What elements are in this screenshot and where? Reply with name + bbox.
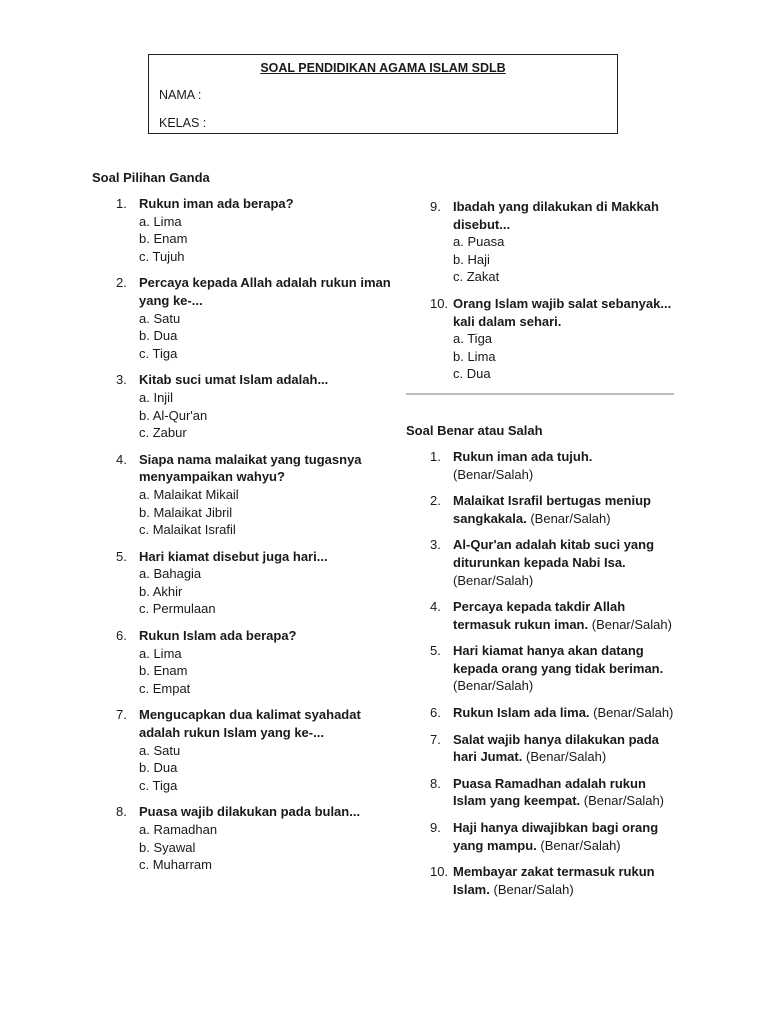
left-column	[92, 170, 392, 883]
header-box	[148, 54, 618, 134]
question-text: Percaya kepada Allah adalah rukun iman yang ke-...	[139, 275, 391, 308]
question-number: 6.	[430, 705, 441, 721]
question-body	[453, 642, 676, 695]
question-body	[453, 492, 676, 527]
answer-option: b. Lima	[453, 348, 496, 364]
answer-option: b. Dua	[139, 328, 178, 344]
question-body	[453, 731, 676, 766]
answer-option: c. Malaikat Israfil	[139, 522, 236, 538]
multiple-choice-section-title: Soal Pilihan Ganda	[92, 170, 210, 185]
question-text: Percaya kepada takdir Allah termasuk rukun iman.	[453, 599, 626, 632]
true-false-question	[406, 819, 676, 854]
question-text: Salat wajib hanya dilakukan pada hari Jumat.	[453, 731, 659, 765]
multiple-choice-question	[92, 803, 392, 873]
true-false-question	[406, 448, 676, 483]
question-number: 5.	[116, 548, 127, 564]
multiple-choice-question	[92, 706, 392, 794]
benar-salah-label: (Benar/Salah)	[453, 466, 534, 482]
multiple-choice-question	[92, 195, 392, 265]
multiple-choice-question	[406, 295, 676, 383]
question-number: 8.	[116, 804, 127, 820]
question-number: 4.	[430, 599, 441, 615]
answer-option: b. Haji	[453, 251, 490, 267]
question-text: Orang Islam wajib salat sebanyak... kali dalam sehari.	[453, 295, 672, 329]
question-body	[453, 775, 676, 810]
answer-option: a. Tiga	[453, 331, 493, 347]
answer-option: c. Tiga	[139, 345, 178, 361]
question-text: Ibadah yang dilakukan di Makkah disebut...	[453, 199, 659, 232]
question-number: 2.	[430, 493, 441, 509]
benar-salah-label: (Benar/Salah)	[525, 749, 607, 765]
name-field-label: NAMA :	[159, 88, 202, 102]
question-number: 5.	[430, 643, 441, 659]
answer-option: a. Injil	[139, 389, 173, 405]
answer-option: b. Dua	[139, 760, 178, 776]
question-text: Kitab suci umat Islam adalah...	[139, 372, 329, 388]
answer-option: c. Zabur	[139, 425, 187, 441]
question-text: Al-Qur'an adalah kitab suci yang diturunkan kepada Nabi Isa.	[453, 537, 655, 570]
question-number: 1.	[430, 448, 441, 464]
question-number: 3.	[116, 372, 127, 388]
answer-option: c. Tujuh	[139, 248, 185, 264]
question-text: Rukun iman ada berapa?	[139, 196, 294, 211]
question-text: Rukun Islam ada berapa?	[139, 628, 297, 644]
question-number: 8.	[430, 775, 441, 791]
answer-option: b. Enam	[139, 663, 188, 679]
benar-salah-label: (Benar/Salah)	[540, 837, 621, 853]
answer-option: a. Satu	[139, 310, 181, 326]
question-number: 9.	[430, 199, 441, 214]
answer-option: c. Muharram	[139, 857, 212, 873]
benar-salah-label: (Benar/Salah)	[493, 881, 574, 897]
question-number: 7.	[430, 731, 441, 747]
question-text: Puasa Ramadhan adalah rukun Islam yang keempat.	[453, 775, 646, 809]
benar-salah-label: (Benar/Salah)	[530, 510, 611, 526]
question-body	[453, 863, 676, 898]
answer-option: a. Puasa	[453, 234, 505, 250]
question-body	[453, 704, 676, 722]
answer-option: c. Dua	[453, 366, 491, 382]
right-column	[406, 198, 676, 907]
section-divider	[406, 393, 674, 395]
answer-option: b. Akhir	[139, 583, 183, 599]
question-text: Hari kiamat hanya akan datang kepada orang yang tidak beriman.	[453, 643, 664, 676]
benar-salah-label: (Benar/Salah)	[591, 616, 672, 632]
answer-option: a. Lima	[139, 213, 182, 229]
multiple-choice-question	[92, 371, 392, 441]
answer-option: a. Satu	[139, 742, 181, 758]
document-title: SOAL PENDIDIKAN AGAMA ISLAM SDLB	[260, 61, 506, 75]
question-number: 7.	[116, 707, 127, 723]
answer-option: b. Enam	[139, 231, 188, 247]
question-number: 3.	[430, 537, 441, 553]
true-false-question	[406, 704, 676, 722]
benar-salah-label: (Benar/Salah)	[453, 572, 534, 588]
question-text: Mengucapkan dua kalimat syahadat adalah rukun Islam yang ke-...	[139, 707, 361, 741]
class-field-label: KELAS :	[159, 116, 207, 130]
question-number: 2.	[116, 275, 127, 291]
question-body	[453, 598, 676, 633]
benar-salah-label: (Benar/Salah)	[583, 793, 665, 809]
question-text: Membayar zakat termasuk rukun Islam.	[453, 864, 655, 897]
true-false-question	[406, 731, 676, 766]
question-text: Rukun iman ada tujuh.	[453, 448, 593, 464]
question-text: Puasa wajib dilakukan pada bulan...	[139, 804, 361, 820]
answer-option: a. Lima	[139, 645, 182, 661]
true-false-question	[406, 642, 676, 695]
question-text: Haji hanya diwajibkan bagi orang yang mampu.	[453, 820, 659, 853]
multiple-choice-question	[92, 627, 392, 697]
question-number: 1.	[116, 196, 127, 211]
answer-option: c. Empat	[139, 680, 191, 696]
answer-option: b. Malaikat Jibril	[139, 504, 233, 520]
question-number: 9.	[430, 820, 441, 836]
question-text: Hari kiamat disebut juga hari...	[139, 548, 328, 564]
question-body	[453, 536, 676, 589]
question-body	[453, 448, 676, 483]
answer-option: c. Tiga	[139, 777, 178, 793]
question-number: 6.	[116, 628, 127, 644]
true-false-section-title: Soal Benar atau Salah	[406, 422, 543, 438]
answer-option: a. Malaikat Mikail	[139, 486, 239, 502]
answer-option: a. Bahagia	[139, 566, 202, 582]
true-false-question	[406, 492, 676, 527]
true-false-question	[406, 863, 676, 898]
question-text: Siapa nama malaikat yang tugasnya menyampaikan wahyu?	[139, 451, 362, 485]
multiple-choice-question	[92, 451, 392, 539]
question-text: Rukun Islam ada lima.	[453, 705, 590, 721]
question-number: 4.	[116, 451, 127, 467]
true-false-question	[406, 775, 676, 810]
true-false-question	[406, 536, 676, 589]
question-text: Malaikat Israfil bertugas meniup sangkakala.	[453, 493, 651, 526]
multiple-choice-question	[92, 274, 392, 362]
answer-option: b. Al-Qur'an	[139, 407, 208, 423]
question-body	[453, 819, 676, 854]
benar-salah-label: (Benar/Salah)	[453, 678, 534, 694]
answer-option: c. Zakat	[453, 269, 500, 285]
multiple-choice-question	[92, 548, 392, 618]
answer-option: c. Permulaan	[139, 601, 216, 617]
question-number: 10.	[430, 864, 449, 880]
answer-option: a. Ramadhan	[139, 822, 218, 837]
true-false-question	[406, 598, 676, 633]
benar-salah-label: (Benar/Salah)	[593, 705, 674, 721]
question-number: 10.	[430, 295, 449, 311]
multiple-choice-question	[406, 198, 676, 286]
answer-option: b. Syawal	[139, 839, 196, 855]
